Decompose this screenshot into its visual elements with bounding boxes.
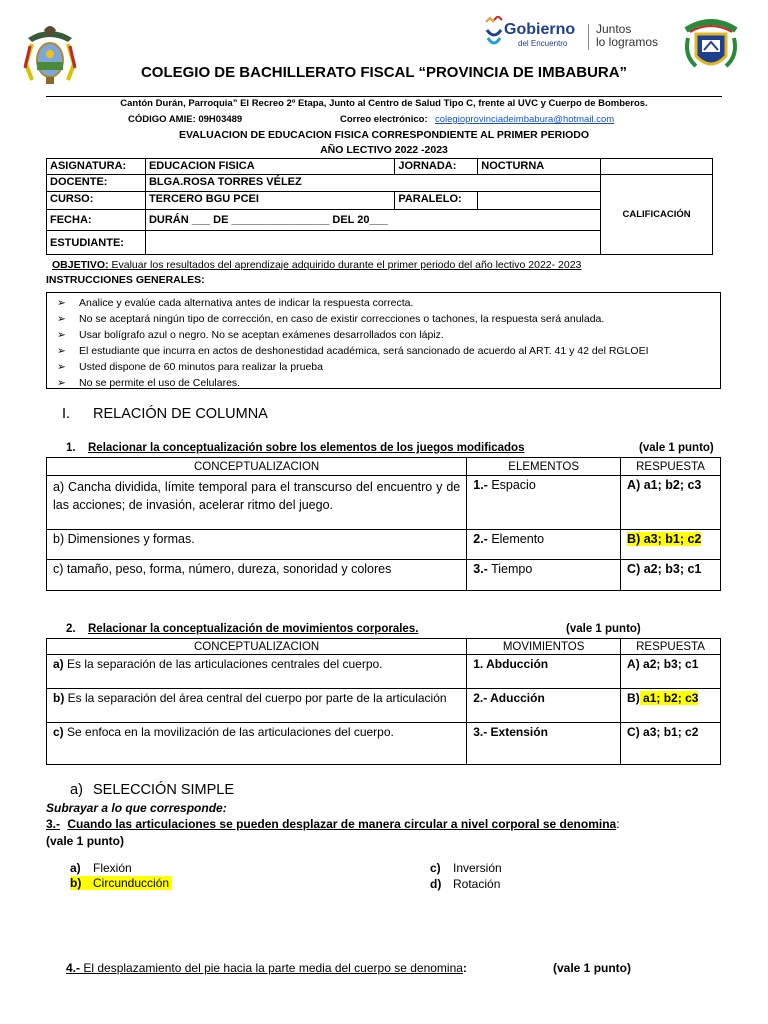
instruction-item: ➢ No se aceptará ningún tipo de corrección, en caso de existir correcciones o tachones, la respuesta será anulada. xyxy=(57,313,605,325)
arrow-bullet-icon: ➢ xyxy=(57,361,66,373)
table-row xyxy=(47,530,721,560)
q1-row-c-concept: c) tamaño, peso, forma, número, dureza, sonoridad y colores xyxy=(47,560,467,591)
q2-row-c-movement: 3.- Extensión xyxy=(467,723,621,765)
q3-option-a-text: Flexión xyxy=(93,861,132,875)
q3-option-c-text: Inversión xyxy=(453,861,502,875)
paralelo-label: PARALELO: xyxy=(395,192,478,210)
table-row xyxy=(47,723,721,765)
q1-row-b-element-num: 2.- xyxy=(473,532,488,546)
paralelo-value[interactable] xyxy=(478,192,601,210)
table-row xyxy=(47,476,721,530)
q2-header-movements: MOVIMIENTOS xyxy=(467,639,621,655)
arrow-bullet-icon: ➢ xyxy=(57,329,66,341)
docente-label: DOCENTE: xyxy=(47,175,146,192)
instruction-item: ➢ Usted dispone de 60 minutos para realizar la prueba xyxy=(57,361,323,373)
curso-label: CURSO: xyxy=(47,192,146,210)
q1-row-b-concept: b) Dimensiones y formas. xyxy=(47,530,467,560)
q2-row-b-letter: b) xyxy=(53,691,65,705)
q2-row-a-movement: 1. Abducción xyxy=(467,655,621,689)
q3-line xyxy=(46,817,620,831)
q4-points: (vale 1 punto) xyxy=(553,961,632,975)
gov-logo-main-text: Gobierno xyxy=(504,21,576,38)
calificacion-cell: CALIFICACIÓN xyxy=(601,175,713,255)
student-info-table xyxy=(46,158,713,255)
gov-logo-divider xyxy=(588,24,589,50)
jornada-label: JORNADA: xyxy=(395,159,478,175)
evaluation-title: EVALUACION DE EDUCACION FISICA CORRESPONDIENTE AL PRIMER PERIODO xyxy=(178,129,590,141)
q1-points: (vale 1 punto) xyxy=(639,442,714,454)
section2-number: a) xyxy=(70,782,83,798)
objective xyxy=(52,259,581,271)
fecha-label: FECHA: xyxy=(47,210,146,231)
q2-row-c-concept: Se enfoca en la movilización de las articulaciones del cuerpo. xyxy=(63,725,394,739)
instruction-item: ➢ El estudiante que incurra en actos de deshonestidad académica, será sancionado de acuerdo al ART. 41 y 42 del RGLOEI xyxy=(57,345,649,357)
blank-top-cell xyxy=(601,159,713,175)
fecha-value[interactable]: DURÁN ___ DE ________________ DEL 20___ xyxy=(145,210,600,231)
q2-row-c-letter: c) xyxy=(53,725,64,739)
q2-row-b-answer-highlighted[interactable]: a1; b2; c3 xyxy=(639,691,699,705)
q1-number: 1. xyxy=(66,442,76,454)
instruction-item: ➢ No se permite el uso de Celulares. xyxy=(57,377,241,389)
q3-text: Cuando las articulaciones se pueden desplazar de manera circular a nivel corporal se denomina xyxy=(67,817,617,831)
q2-row-a-concept: Es la separación de las articulaciones centrales del cuerpo. xyxy=(63,657,383,671)
q1-text: Relacionar la conceptualización sobre los elementos de los juegos modificados xyxy=(88,442,525,454)
q1-row-c-element: Tiempo xyxy=(487,562,533,576)
estudiante-label: ESTUDIANTE: xyxy=(47,231,146,255)
q1-row-c-answer[interactable]: C) a2; b3; c1 xyxy=(621,560,721,591)
asignatura-value: EDUCACION FISICA xyxy=(145,159,394,175)
objective-text: Evaluar los resultados del aprendizaje adquirido durante el primer periodo del año lectivo 2022- 2023 xyxy=(108,259,582,271)
q4-colon: : xyxy=(462,961,467,975)
q3-option-c-letter: c) xyxy=(430,861,441,875)
q2-text: Relacionar la conceptualización de movimientos corporales. xyxy=(88,623,419,635)
section1-title: RELACIÓN DE COLUMNA xyxy=(93,406,268,422)
q4-text: El desplazamiento del pie hacia la parte media del cuerpo se denomina xyxy=(80,961,463,975)
q1-row-a-answer[interactable]: A) a1; b2; c3 xyxy=(621,476,721,530)
table-row xyxy=(47,689,721,723)
q3-option-b-text: Circunducción xyxy=(93,876,170,890)
q1-table xyxy=(46,457,721,591)
header-divider xyxy=(46,96,722,97)
q2-header-concept: CONCEPTUALIZACION xyxy=(47,639,467,655)
q2-row-a-letter: a) xyxy=(53,657,64,671)
q3-colon: : xyxy=(616,817,620,831)
q2-row-b-concept: Es la separación del área central del cuerpo por parte de la articulación xyxy=(64,691,447,705)
email-label: Correo electrónico: xyxy=(340,114,428,125)
q3-points: (vale 1 punto) xyxy=(46,834,125,848)
school-address: Cantón Durán, Parroquia” El Recreo 2º Etapa, Junto al Centro de Salud Tipo C, frente al UVC y Cuerpo de Bomberos. xyxy=(120,98,648,109)
gobierno-del-encuentro-logo xyxy=(484,16,676,52)
q1-header-answer: RESPUESTA xyxy=(621,458,721,476)
gov-logo-sub-text: del Encuentro xyxy=(518,39,568,48)
q2-number: 2. xyxy=(66,623,76,635)
arrow-bullet-icon: ➢ xyxy=(57,297,66,309)
section2-subtitle: Subrayar a lo que corresponde: xyxy=(46,801,227,815)
q3-option-b-letter: b) xyxy=(70,876,82,890)
q1-row-a-concept: a) Cancha dividida, límite temporal para el transcurso del encuentro y de las acciones; de invasión, acelerar ritmo del juego. xyxy=(47,476,467,530)
arrow-bullet-icon: ➢ xyxy=(57,345,66,357)
estudiante-value[interactable] xyxy=(145,231,600,255)
q2-row-c-answer[interactable]: C) a3; b1; c2 xyxy=(621,723,721,765)
q3-option-a-letter: a) xyxy=(70,861,81,875)
q3-option-c[interactable] xyxy=(430,861,502,875)
q2-row-b-movement: 2.- Aducción xyxy=(467,689,621,723)
q1-row-a-element-num: 1.- xyxy=(473,478,488,492)
q1-row-c-element-num: 3.- xyxy=(473,562,488,576)
q3-option-d-letter: d) xyxy=(430,877,442,891)
q2-points: (vale 1 punto) xyxy=(566,623,641,635)
email-link[interactable]: colegioprovinciadeimbabura@hotmail.com xyxy=(435,114,615,125)
gov-logo-slogan-2: lo logramos xyxy=(596,35,659,49)
table-row xyxy=(47,560,721,591)
q2-table xyxy=(46,638,721,765)
section2-title: SELECCIÓN SIMPLE xyxy=(93,782,235,798)
gov-logo-slogan-1: Juntos xyxy=(596,22,632,36)
q2-header-answer: RESPUESTA xyxy=(621,639,721,655)
q1-header-concept: CONCEPTUALIZACION xyxy=(47,458,467,476)
q3-number: 3.- xyxy=(46,817,61,831)
q3-option-d[interactable] xyxy=(430,877,501,891)
q1-header-elements: ELEMENTOS xyxy=(467,458,621,476)
school-title: COLEGIO DE BACHILLERATO FISCAL “PROVINCIA DE IMBABURA” xyxy=(140,64,628,81)
q4-number: 4.- xyxy=(66,961,81,975)
curso-value: TERCERO BGU PCEI xyxy=(145,192,394,210)
table-row xyxy=(47,655,721,689)
asignatura-label: ASIGNATURA: xyxy=(47,159,146,175)
q2-row-b-answer-prefix: B) xyxy=(627,691,640,705)
instructions-box xyxy=(46,292,721,389)
q1-row-a-element: Espacio xyxy=(487,478,536,492)
arrow-bullet-icon: ➢ xyxy=(57,313,66,325)
docente-value: BLGA.ROSA TORRES VÉLEZ xyxy=(145,175,600,192)
q1-row-b-element: Elemento xyxy=(487,532,545,546)
q4-line xyxy=(66,961,467,975)
q1-row-b-answer-highlighted[interactable]: B) a3; b1; c2 xyxy=(627,532,702,546)
school-year: AÑO LECTIVO 2022 -2023 xyxy=(320,144,448,156)
instruction-item: ➢ Usar bolígrafo azul o negro. No se aceptan exámenes desarrollados con lápiz. xyxy=(57,329,444,341)
objective-label: OBJETIVO: xyxy=(52,259,109,271)
instruction-item: ➢ Analice y evalúe cada alternativa antes de indicar la respuesta correcta. xyxy=(57,297,414,309)
q2-row-a-answer[interactable]: A) a2; b3; c1 xyxy=(621,655,721,689)
q3-option-a[interactable] xyxy=(70,861,132,875)
jornada-value: NOCTURNA xyxy=(478,159,601,175)
q3-option-b-highlighted[interactable] xyxy=(70,876,172,890)
section1-number: I. xyxy=(62,406,71,422)
instructions-title: INSTRUCCIONES GENERALES: xyxy=(46,274,205,286)
arrow-bullet-icon: ➢ xyxy=(57,377,66,389)
q3-option-d-text: Rotación xyxy=(453,877,501,891)
amie-code: CÓDIGO AMIE: 09H03489 xyxy=(128,114,243,125)
